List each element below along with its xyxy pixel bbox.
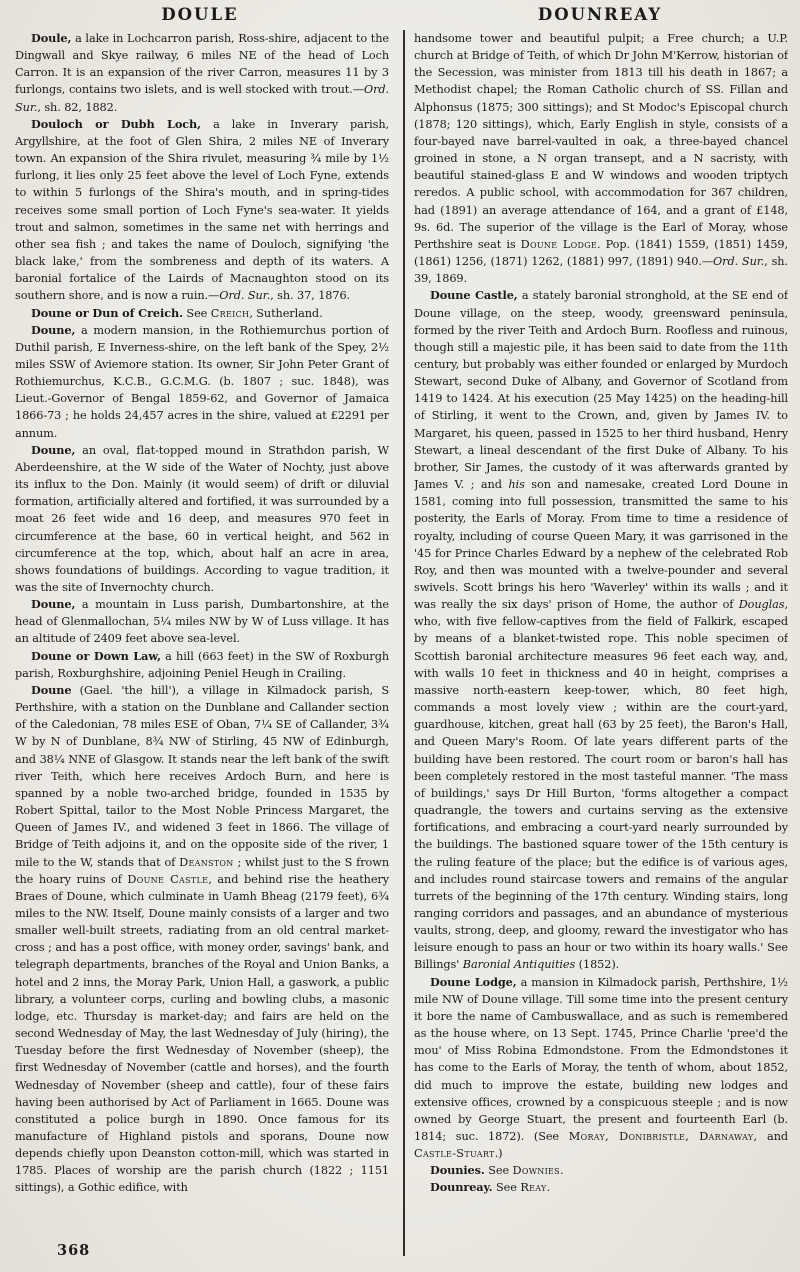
entry-text: Moray, Donibristle, Darnaway, [568,1130,758,1143]
entry-text: Doune Castle [127,872,209,886]
entry-text: a lake in Lochcarron parish, Ross-shire, adjacent to the Dingwall and Skye railway, 6 miles NE of the head of Loch Carron. It is an expansion of the river Carron, measures 11 by 3 furlongs, contains two islets, and is well stocked with trout.— [15,32,389,97]
running-head-left: DOULE [161,5,239,24]
entry-text: a mountain in Luss parish, Dumbartonshire, at the head of Glenmallochan, 5¼ miles NW by W of Luss village. It has an altitude of 2409 feet above sea-level. [15,598,389,646]
entry-headword: Doune [31,682,72,697]
entry-text: son and namesake, created Lord Doune in 1581, coming into full possession, transmitted the same to his posterity, the Earls of Moray. From time to time a residence of royalty, including of course Queen Mary, it was garrisoned in the '45 for Prince Charles Edward by a nephew of the celebrated Rob Roy, and then was mounted with a twelve-pounder and several swivels. Scott brings his hero 'Waverley' within its walls ; and it was really the six days' prison of Home, the author of [414,478,788,612]
entry-text: Deanston [179,855,234,869]
entry-paragraph [414,1162,788,1179]
entry-text: , sh. 37, 1876. [270,289,351,303]
entry-paragraph [15,305,389,322]
entry-headword: Doune, [31,597,76,612]
entry-text: handsome tower and beautiful pulpit; a Free church; a U.P. church at Bridge of Teith, of which Dr John M'Kerrow, historian of the Secession, was minister from 1813 till his death in 1867; a Methodist chapel; the Roman Catholic church of SS. Fillan and Alphonsus (1875; 300 sittings); and St Modoc's Episcopal church (1878; 120 sittings), which, Early English in style, consists of a four-bayed nave barrel-vaulted in oak, a three-bayed chancel groined in stone, a N organ transept, and a N sacristy, with beautiful stained-glass E and W windows and wooden triptych reredos. A public school, with accommodation for 367 children, had (1891) an average attendance of 164, and a grant of £148, 9s. 6d. The superior of the village is the Earl of Moray, whose Perthshire seat is [414,32,788,251]
text-columns [0,24,800,1258]
entry-text: , and behind rise the heathery Braes of Doune, which culminate in Uamh Bheag (2179 feet), 6¾ miles to the NW. Itself, Doune mainly consists of a larger and two smaller well-built streets, radiating from an old central market-cross ; and has a post office, with money order, savings' bank, and telegraph departments, branches of the Royal and Union Banks, a hotel and 2 inns, the Moray Park, Union Hall, a gaswork, a public library, a volunteer corps, curling and bowling clubs, a masonic lodge, etc. Thursday is market-day; and fairs are held on the second Wednesday of May, the last Wednesday of July (hiring), the Tuesday before the first Wednesday of November (sheep), the first Wednesday of November (cattle and horses), and the fourth Wednesday of November (sheep and cattle), four of these fairs having been authorised by Act of Parliament in 1665. Doune was constituted a police burgh in 1890. Once famous for its manufacture of Highland pistols and sporans, Doune now depends chiefly upon Deanston cotton-mill, which was started in 1785. Places of worship are the parish church (1822 ; 1151 sittings), a Gothic edifice, with [15,872,389,1195]
right-column [414,30,788,1258]
entry-paragraph [15,116,389,305]
entry-text: an oval, flat-topped mound in Strathdon parish, W Aberdeenshire, at the W side of the Water of Nochty, just above its influx to the Don. Mainly (it would seem) of drift or diluvial formation, artificially altered and fortified, it was surrounded by a moat 26 feet wide and 16 deep, and measures 970 feet in circumference at the base, 60 in vertical height, and 562 in circumference at the top, which, about half an acre in area, shows foundations of buildings. According to vague tradition, it was the site of Invernochty church. [15,443,389,594]
entry-text: Baronial Antiquities [462,958,576,972]
entry-text: See [492,1181,521,1195]
entry-text: . Pop. (1841) 1559, (1851) 1459, (1861) 1256, (1871) 1262, (1881) 997, (1891) 940.— [414,237,788,269]
entry-text: .) [494,1147,503,1161]
entry-text: . [546,1181,551,1195]
entry-paragraph [15,682,389,1197]
entry-text: (1852). [575,958,620,972]
entry-text: Ord. Sur. [713,255,765,269]
entry-text: Douglas [738,598,785,612]
entry-headword: Doune Lodge, [430,974,517,989]
entry-paragraph [15,596,389,647]
entry-headword: Dounies. [430,1163,485,1178]
entry-paragraph [15,322,389,442]
entry-paragraph [414,1179,788,1196]
entry-text: , sh. 39, 1869. [414,255,788,286]
entry-paragraph [414,30,788,287]
entry-text: his [508,478,525,492]
entry-text: . [559,1164,564,1178]
entry-text: a modern mansion, in the Rothiemurchus portion of Duthil parish, E Inverness-shire, on the left bank of the Spey, 2½ miles SSW of Aviemore station. Its owner, Sir John Peter Grant of Rothiemurchus, K.C.B., G.C.M.G. (b. 1807 ; suc. 1848), was Lieut.-Governor of Bengal 1859-62, and Governor of Jamaica 1866-73 ; he holds 24,457 acres in the shire, valued at £2291 per annum. [15,323,389,440]
entry-text: See [182,306,211,320]
entry-headword: Doule, [31,31,72,45]
entry-paragraph [15,648,389,682]
column-divider [403,30,405,1256]
entry-text: Creich [210,306,250,320]
entry-headword: Dounreay. [430,1180,493,1195]
entry-text: Downies [512,1164,560,1178]
entry-headword: Doune, [31,442,76,457]
entry-paragraph [414,287,788,973]
entry-text: See [484,1164,513,1178]
entry-text: ; whilst just to the S frown the hoary ruins of [15,855,389,886]
entry-headword: Doune or Down Law, [31,648,161,663]
entry-text: (Gael. 'the hill'), a village in Kilmadock parish, S Perthshire, with a station on the Dunblane and Callander section of the Caledonian, 78 miles ESE of Oban, 7¼ SE of Callander, 3¾ W by N of Dunblane, 8¾ NW of Stirling, 45 NW of Edinburgh, and 38¼ NNE of Glasgow. It stands near the left bank of the swift river Teith, which here receives Ardoch Burn, and here is spanned by a noble two-arched bridge, founded in 1535 by Robert Spittal, tailor to the Most Noble Princess Margaret, the Queen of James IV., and widened 3 feet in 1866. The village of Bridge of Teith adjoins it, and on the opposite side of the river, 1 mile to the W, stands that of [15,683,389,869]
entry-text: a lake in Inverary parish, Argyllshire, at the foot of Glen Shira, 2 miles NE of Inverary town. An expansion of the Shira rivulet, measuring ¾ mile by 1½ furlong, it lies only 25 feet above the level of Loch Fyne, extends to within 5 furlongs of the Shira's mouth, and in spring-tides receives some small portion of Loch Fyne's sea-water. It yields trout and salmon, sometimes in the same net with herrings and other sea fish ; and takes the name of Douloch, signifying 'the black lake,' from the sombreness and depth of its waters. A baronial fortalice of the Lairds of Macnaughton stood on its southern shore, and is now a ruin.— [15,117,389,303]
running-head-right: DOUNREAY [537,5,663,24]
entry-paragraph [15,442,389,596]
entry-headword: Doune Castle, [430,288,518,303]
left-column [15,30,389,1258]
entry-paragraph [15,30,389,116]
page-number: 368 [57,1242,91,1259]
entry-paragraph [414,974,788,1163]
entry-text: Reay [520,1181,547,1195]
entry-text: , who, with five fellow-captives from the field of Falkirk, escaped by means of a blanket-twisted rope. This noble specimen of Scottish baronial architecture measures 96 feet each way, and, with walls 10 feet in thickness and 40 in height, comprises a massive north-eastern keep-tower, which, 80 feet high, commands a most lovely view ; within are the court-yard, guardhouse, kitchen, great hall (63 by 25 feet), the Baron's Hall, and Queen Mary's Room. Of late years different parts of the building have been restored. The court room or baron's hall has been completely restored in the most tasteful manner. 'The mass of buildings,' says Dr Hill Burton, 'forms altogether a compact quadrangle, the towers and curtains serving as the extensive fortifications, and embracing a court-yard nearly surrounded by the buildings. The bastioned square tower of the 15th century is the ruling feature of the place; but the edifice is of various ages, and includes round staircase towers and remains of the angular turrets of the beginning of the 17th century. Winding stairs, long ranging corridors and passages, and an abundance of mysterious vaults, strong, deep, and gloomy, reward the investigator who has leisure enough to pass an hour or two within its hoary walls.' See Billings' [414,598,788,972]
entry-text: a hill (663 feet) in the SW of Roxburgh parish, Roxburghshire, adjoining Peniel Heugh in Crailing. [15,649,389,680]
running-heads [0,0,800,24]
entry-text: Ord. Sur. [15,83,389,114]
entry-text: a mansion in Kilmadock parish, Perthshire, 1½ mile NW of Doune village. Till some time into the present century it bore the name of Cambuswallace, and as such is remembered as the house where, on 13 Sept. 1745, Prince Charlie 'pree'd the mou' of Miss Robina Edmondstone. From the Edmondstones it has come to the Earls of Moray, the tenth of whom, about 1852, did much to improve the estate, building new lodges and extensive offices, crowned by a conspicuous steeple ; and is now owned by George Stuart, the present and fourteenth Earl (b. 1814; suc. 1872). (See [414,975,788,1143]
entry-text: Castle-Stuart [414,1147,495,1161]
entry-text: Doune Lodge [520,237,598,251]
entry-text: , Sutherland. [249,306,323,320]
entry-headword: Douloch or Dubh Loch, [31,116,201,131]
entry-text: Ord. Sur. [219,289,271,303]
entry-headword: Doune or Dun of Creich. [31,305,183,320]
entry-text: and [757,1130,788,1143]
entry-text: , sh. 82, 1882. [37,100,118,114]
entry-text: a stately baronial stronghold, at the SE end of Doune village, on the steep, woody, greensward peninsula, formed by the river Teith and Ardoch Burn. Roofless and ruinous, though still a majestic pile, it has been said to date from the 11th century, but probably was either founded or enlarged by Murdoch Stewart, second Duke of Albany, and Governor of Scotland from 1419 to 1424. At his execution (25 May 1425) on the heading-hill of Stirling, it went to the Crown, and, given by James IV. to Margaret, his queen, passed in 1525 to her third husband, Henry Stewart, a lineal descendant of the first Duke of Albany. To his brother, Sir James, the custody of it was afterwards granted by James V. ; and [414,289,788,492]
entry-headword: Doune, [31,322,76,337]
